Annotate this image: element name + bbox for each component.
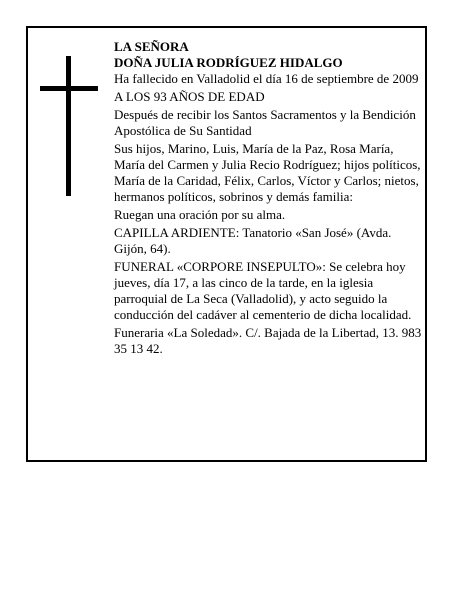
family-list: Sus hijos, Marino, Luis, María de la Paz, Rosa María, María del Carmen y Julia Recio Rodríguez; hijos políticos, María de la Caridad, Félix, Carlos, Víctor y Carlos; nietos, hermanos políticos, sobrinos y demás familia:: [114, 141, 421, 204]
sacraments-line: Después de recibir los Santos Sacramentos y la Bendición Apostólica de Su Santidad: [114, 107, 416, 138]
cross-vertical-bar: [66, 56, 71, 196]
prayer-request: Ruegan una oración por su alma.: [114, 207, 286, 222]
notice-text: [114, 39, 426, 359]
chapel-info: CAPILLA ARDIENTE: Tanatorio «San José» (Avda. Gijón, 64).: [114, 225, 392, 256]
obituary-notice: [26, 26, 427, 462]
notice-title: LA SEÑORA: [114, 39, 189, 54]
funeral-info: FUNERAL «CORPORE INSEPULTO»: Se celebra hoy jueves, día 17, a las cinco de la tarde, en la iglesia parroquial de La Seca (Valladolid), y acto seguido la conducción del cadáver al cementerio de dicha localidad.: [114, 259, 412, 322]
deceased-name: DOÑA JULIA RODRÍGUEZ HIDALGO: [114, 55, 343, 70]
cross-horizontal-bar: [40, 86, 98, 91]
funeral-home-info: Funeraria «La Soledad». C/. Bajada de la Libertad, 13. 983 35 13 42.: [114, 325, 422, 356]
age-line: A LOS 93 AÑOS DE EDAD: [114, 89, 265, 104]
death-announcement: Ha fallecido en Valladolid el día 16 de septiembre de 2009: [114, 71, 419, 86]
